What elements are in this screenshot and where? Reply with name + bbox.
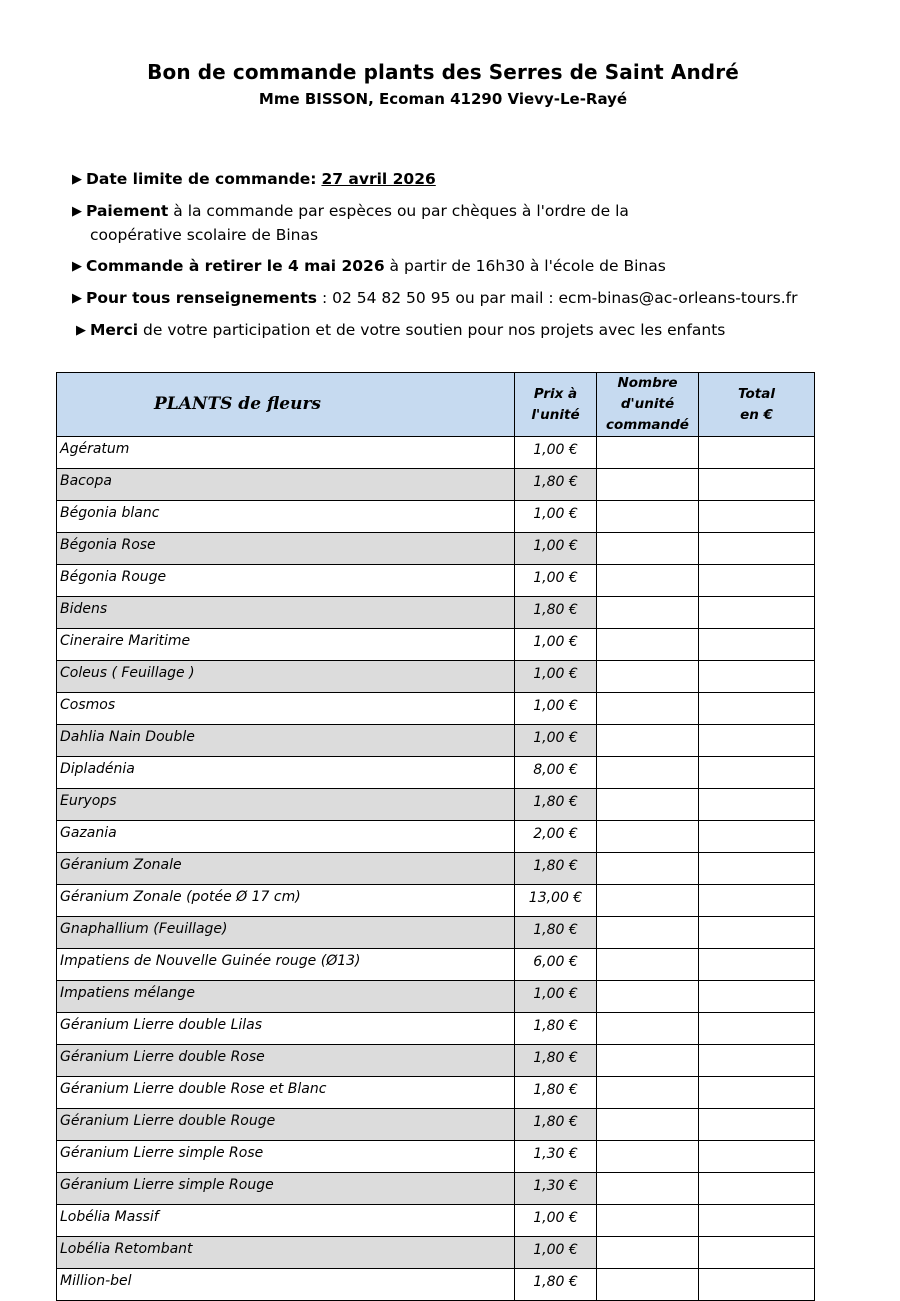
page-subtitle: Mme BISSON, Ecoman 41290 Vievy-Le-Rayé bbox=[258, 90, 628, 108]
unit-price: 8,00 € bbox=[515, 757, 597, 789]
table-row bbox=[57, 725, 815, 757]
plant-name: Lobélia Retombant bbox=[57, 1237, 515, 1269]
payment-line bbox=[72, 200, 629, 247]
table-row bbox=[57, 1013, 815, 1045]
quantity-cell[interactable] bbox=[597, 1077, 699, 1109]
table-row bbox=[57, 1141, 815, 1173]
plant-name: Impatiens mélange bbox=[57, 981, 515, 1013]
quantity-cell[interactable] bbox=[597, 757, 699, 789]
payment-label: Paiement bbox=[86, 202, 169, 220]
plant-name: Géranium Lierre double Lilas bbox=[57, 1013, 515, 1045]
plant-name: Bidens bbox=[57, 597, 515, 629]
pickup-label: Commande à retirer le 4 mai 2026 bbox=[86, 257, 385, 275]
unit-price: 1,00 € bbox=[515, 981, 597, 1013]
plant-name: Dipladénia bbox=[57, 757, 515, 789]
total-cell[interactable] bbox=[699, 1141, 815, 1173]
pickup-line bbox=[72, 255, 666, 279]
unit-price: 1,00 € bbox=[515, 501, 597, 533]
plant-name: Bacopa bbox=[57, 469, 515, 501]
quantity-cell[interactable] bbox=[597, 629, 699, 661]
unit-price: 1,00 € bbox=[515, 725, 597, 757]
total-cell[interactable] bbox=[699, 1173, 815, 1205]
table-row bbox=[57, 565, 815, 597]
unit-price: 1,00 € bbox=[515, 533, 597, 565]
total-cell[interactable] bbox=[699, 597, 815, 629]
unit-price: 1,80 € bbox=[515, 789, 597, 821]
quantity-cell[interactable] bbox=[597, 821, 699, 853]
table-row bbox=[57, 1237, 815, 1269]
total-cell[interactable] bbox=[699, 1013, 815, 1045]
plant-name: Gnaphallium (Feuillage) bbox=[57, 917, 515, 949]
unit-price: 1,80 € bbox=[515, 1045, 597, 1077]
table-row bbox=[57, 917, 815, 949]
total-cell[interactable] bbox=[699, 853, 815, 885]
total-cell[interactable] bbox=[699, 501, 815, 533]
unit-price: 1,80 € bbox=[515, 1077, 597, 1109]
table-row bbox=[57, 437, 815, 469]
quantity-cell[interactable] bbox=[597, 437, 699, 469]
quantity-cell[interactable] bbox=[597, 885, 699, 917]
plant-name: Dahlia Nain Double bbox=[57, 725, 515, 757]
unit-price: 1,30 € bbox=[515, 1173, 597, 1205]
unit-price: 1,80 € bbox=[515, 1109, 597, 1141]
plant-name: Lobélia Massif bbox=[57, 1205, 515, 1237]
header-quantity-line2: d'unité bbox=[620, 396, 675, 412]
unit-price: 1,00 € bbox=[515, 1205, 597, 1237]
thanks-line bbox=[76, 319, 725, 343]
unit-price: 1,00 € bbox=[515, 1237, 597, 1269]
quantity-cell[interactable] bbox=[597, 661, 699, 693]
total-cell[interactable] bbox=[699, 661, 815, 693]
plant-name: Cineraire Maritime bbox=[57, 629, 515, 661]
plant-name: Bégonia Rouge bbox=[57, 565, 515, 597]
payment-text-continued: coopérative scolaire de Binas bbox=[90, 226, 319, 244]
header-unit-price-line1: Prix à bbox=[533, 385, 578, 402]
plant-name: Géranium Lierre simple Rose bbox=[57, 1141, 515, 1173]
table-row bbox=[57, 821, 815, 853]
quantity-cell[interactable] bbox=[597, 469, 699, 501]
total-cell[interactable] bbox=[699, 949, 815, 981]
quantity-cell[interactable] bbox=[597, 1013, 699, 1045]
quantity-cell[interactable] bbox=[597, 1045, 699, 1077]
unit-price: 2,00 € bbox=[515, 821, 597, 853]
header-unit-price bbox=[515, 373, 597, 437]
plant-name: Bégonia blanc bbox=[57, 501, 515, 533]
header-quantity bbox=[597, 373, 699, 437]
plant-name: Bégonia Rose bbox=[57, 533, 515, 565]
total-cell[interactable] bbox=[699, 1237, 815, 1269]
unit-price: 1,00 € bbox=[515, 629, 597, 661]
table-row bbox=[57, 1269, 815, 1301]
total-cell[interactable] bbox=[699, 789, 815, 821]
total-cell[interactable] bbox=[699, 981, 815, 1013]
unit-price: 1,00 € bbox=[515, 693, 597, 725]
quantity-cell[interactable] bbox=[597, 533, 699, 565]
quantity-cell[interactable] bbox=[597, 981, 699, 1013]
table-row bbox=[57, 1205, 815, 1237]
arrow-icon: ▶ bbox=[76, 323, 86, 338]
total-cell[interactable] bbox=[699, 565, 815, 597]
deadline-line bbox=[72, 168, 436, 192]
total-cell[interactable] bbox=[699, 1045, 815, 1077]
table-row bbox=[57, 885, 815, 917]
header-total bbox=[699, 373, 815, 437]
quantity-cell[interactable] bbox=[597, 693, 699, 725]
table-row bbox=[57, 469, 815, 501]
contact-label: Pour tous renseignements bbox=[86, 289, 318, 307]
header-plant-name: PLANTS de fleurs bbox=[57, 373, 515, 437]
total-cell[interactable] bbox=[699, 885, 815, 917]
deadline-date: 27 avril 2026 bbox=[321, 170, 436, 188]
thanks-label: Merci bbox=[90, 321, 139, 339]
header-total-line1: Total bbox=[738, 385, 775, 402]
order-table bbox=[56, 372, 815, 1301]
total-cell[interactable] bbox=[699, 1205, 815, 1237]
unit-price: 6,00 € bbox=[515, 949, 597, 981]
quantity-cell[interactable] bbox=[597, 1109, 699, 1141]
quantity-cell[interactable] bbox=[597, 1237, 699, 1269]
table-row bbox=[57, 533, 815, 565]
unit-price: 1,30 € bbox=[515, 1141, 597, 1173]
plant-name: Géranium Lierre double Rouge bbox=[57, 1109, 515, 1141]
plant-name: Agératum bbox=[57, 437, 515, 469]
table-row bbox=[57, 757, 815, 789]
unit-price: 1,00 € bbox=[515, 437, 597, 469]
table-row bbox=[57, 789, 815, 821]
quantity-cell[interactable] bbox=[597, 565, 699, 597]
page-title: Bon de commande plants des Serres de Saint André bbox=[147, 60, 739, 84]
deadline-label: Date limite de commande bbox=[86, 170, 311, 188]
unit-price: 1,80 € bbox=[515, 1269, 597, 1301]
table-row bbox=[57, 981, 815, 1013]
header-unit-price-line2: l'unité bbox=[531, 406, 580, 423]
unit-price: 1,80 € bbox=[515, 469, 597, 501]
contact-line bbox=[72, 287, 798, 311]
plant-name: Géranium Zonale (potée Ø 17 cm) bbox=[57, 885, 515, 917]
table-row bbox=[57, 949, 815, 981]
header-total-line2: en € bbox=[740, 406, 773, 423]
quantity-cell[interactable] bbox=[597, 949, 699, 981]
thanks-text: de votre participation et de votre soutien pour nos projets avec les enfants bbox=[138, 321, 726, 339]
total-cell[interactable] bbox=[699, 725, 815, 757]
quantity-cell[interactable] bbox=[597, 1205, 699, 1237]
table-row bbox=[57, 661, 815, 693]
deadline-separator: : bbox=[310, 170, 317, 188]
total-cell[interactable] bbox=[699, 693, 815, 725]
plant-name: Gazania bbox=[57, 821, 515, 853]
contact-text: : 02 54 82 50 95 ou par mail : ecm-binas@ac-orleans-tours.fr bbox=[317, 289, 798, 307]
total-cell[interactable] bbox=[699, 629, 815, 661]
plant-name: Euryops bbox=[57, 789, 515, 821]
table-row bbox=[57, 1077, 815, 1109]
unit-price: 1,80 € bbox=[515, 1013, 597, 1045]
payment-text: à la commande par espèces ou par chèques à l'ordre de la bbox=[168, 202, 629, 220]
quantity-cell[interactable] bbox=[597, 597, 699, 629]
total-cell[interactable] bbox=[699, 821, 815, 853]
plant-name: Géranium Lierre double Rose bbox=[57, 1045, 515, 1077]
plant-name: Géranium Zonale bbox=[57, 853, 515, 885]
plant-name: Coleus ( Feuillage ) bbox=[57, 661, 515, 693]
plant-name: Million-bel bbox=[57, 1269, 515, 1301]
table-header-row bbox=[57, 373, 815, 437]
quantity-cell[interactable] bbox=[597, 1269, 699, 1301]
quantity-cell[interactable] bbox=[597, 789, 699, 821]
total-cell[interactable] bbox=[699, 757, 815, 789]
total-cell[interactable] bbox=[699, 1109, 815, 1141]
unit-price: 1,00 € bbox=[515, 565, 597, 597]
table-row bbox=[57, 1173, 815, 1205]
unit-price: 1,80 € bbox=[515, 853, 597, 885]
table-row bbox=[57, 693, 815, 725]
arrow-icon: ▶ bbox=[72, 291, 82, 306]
unit-price: 13,00 € bbox=[515, 885, 597, 917]
unit-price: 1,80 € bbox=[515, 597, 597, 629]
total-cell[interactable] bbox=[699, 469, 815, 501]
plant-name: Géranium Lierre double Rose et Blanc bbox=[57, 1077, 515, 1109]
arrow-icon: ▶ bbox=[72, 172, 82, 187]
quantity-cell[interactable] bbox=[597, 501, 699, 533]
quantity-cell[interactable] bbox=[597, 853, 699, 885]
total-cell[interactable] bbox=[699, 1077, 815, 1109]
total-cell[interactable] bbox=[699, 533, 815, 565]
quantity-cell[interactable] bbox=[597, 1173, 699, 1205]
header-quantity-line1: Nombre bbox=[617, 375, 678, 391]
unit-price: 1,00 € bbox=[515, 661, 597, 693]
total-cell[interactable] bbox=[699, 917, 815, 949]
pickup-text: à partir de 16h30 à l'école de Binas bbox=[384, 257, 666, 275]
table-row bbox=[57, 629, 815, 661]
table-row bbox=[57, 1045, 815, 1077]
quantity-cell[interactable] bbox=[597, 917, 699, 949]
total-cell[interactable] bbox=[699, 437, 815, 469]
table-row bbox=[57, 853, 815, 885]
arrow-icon: ▶ bbox=[72, 204, 82, 219]
plant-name: Cosmos bbox=[57, 693, 515, 725]
plant-name: Impatiens de Nouvelle Guinée rouge (Ø13) bbox=[57, 949, 515, 981]
header-quantity-line3: commandé bbox=[606, 417, 689, 433]
plant-name: Géranium Lierre simple Rouge bbox=[57, 1173, 515, 1205]
table-row bbox=[57, 597, 815, 629]
quantity-cell[interactable] bbox=[597, 1141, 699, 1173]
quantity-cell[interactable] bbox=[597, 725, 699, 757]
unit-price: 1,80 € bbox=[515, 917, 597, 949]
table-row bbox=[57, 501, 815, 533]
total-cell[interactable] bbox=[699, 1269, 815, 1301]
arrow-icon: ▶ bbox=[72, 259, 82, 274]
table-row bbox=[57, 1109, 815, 1141]
